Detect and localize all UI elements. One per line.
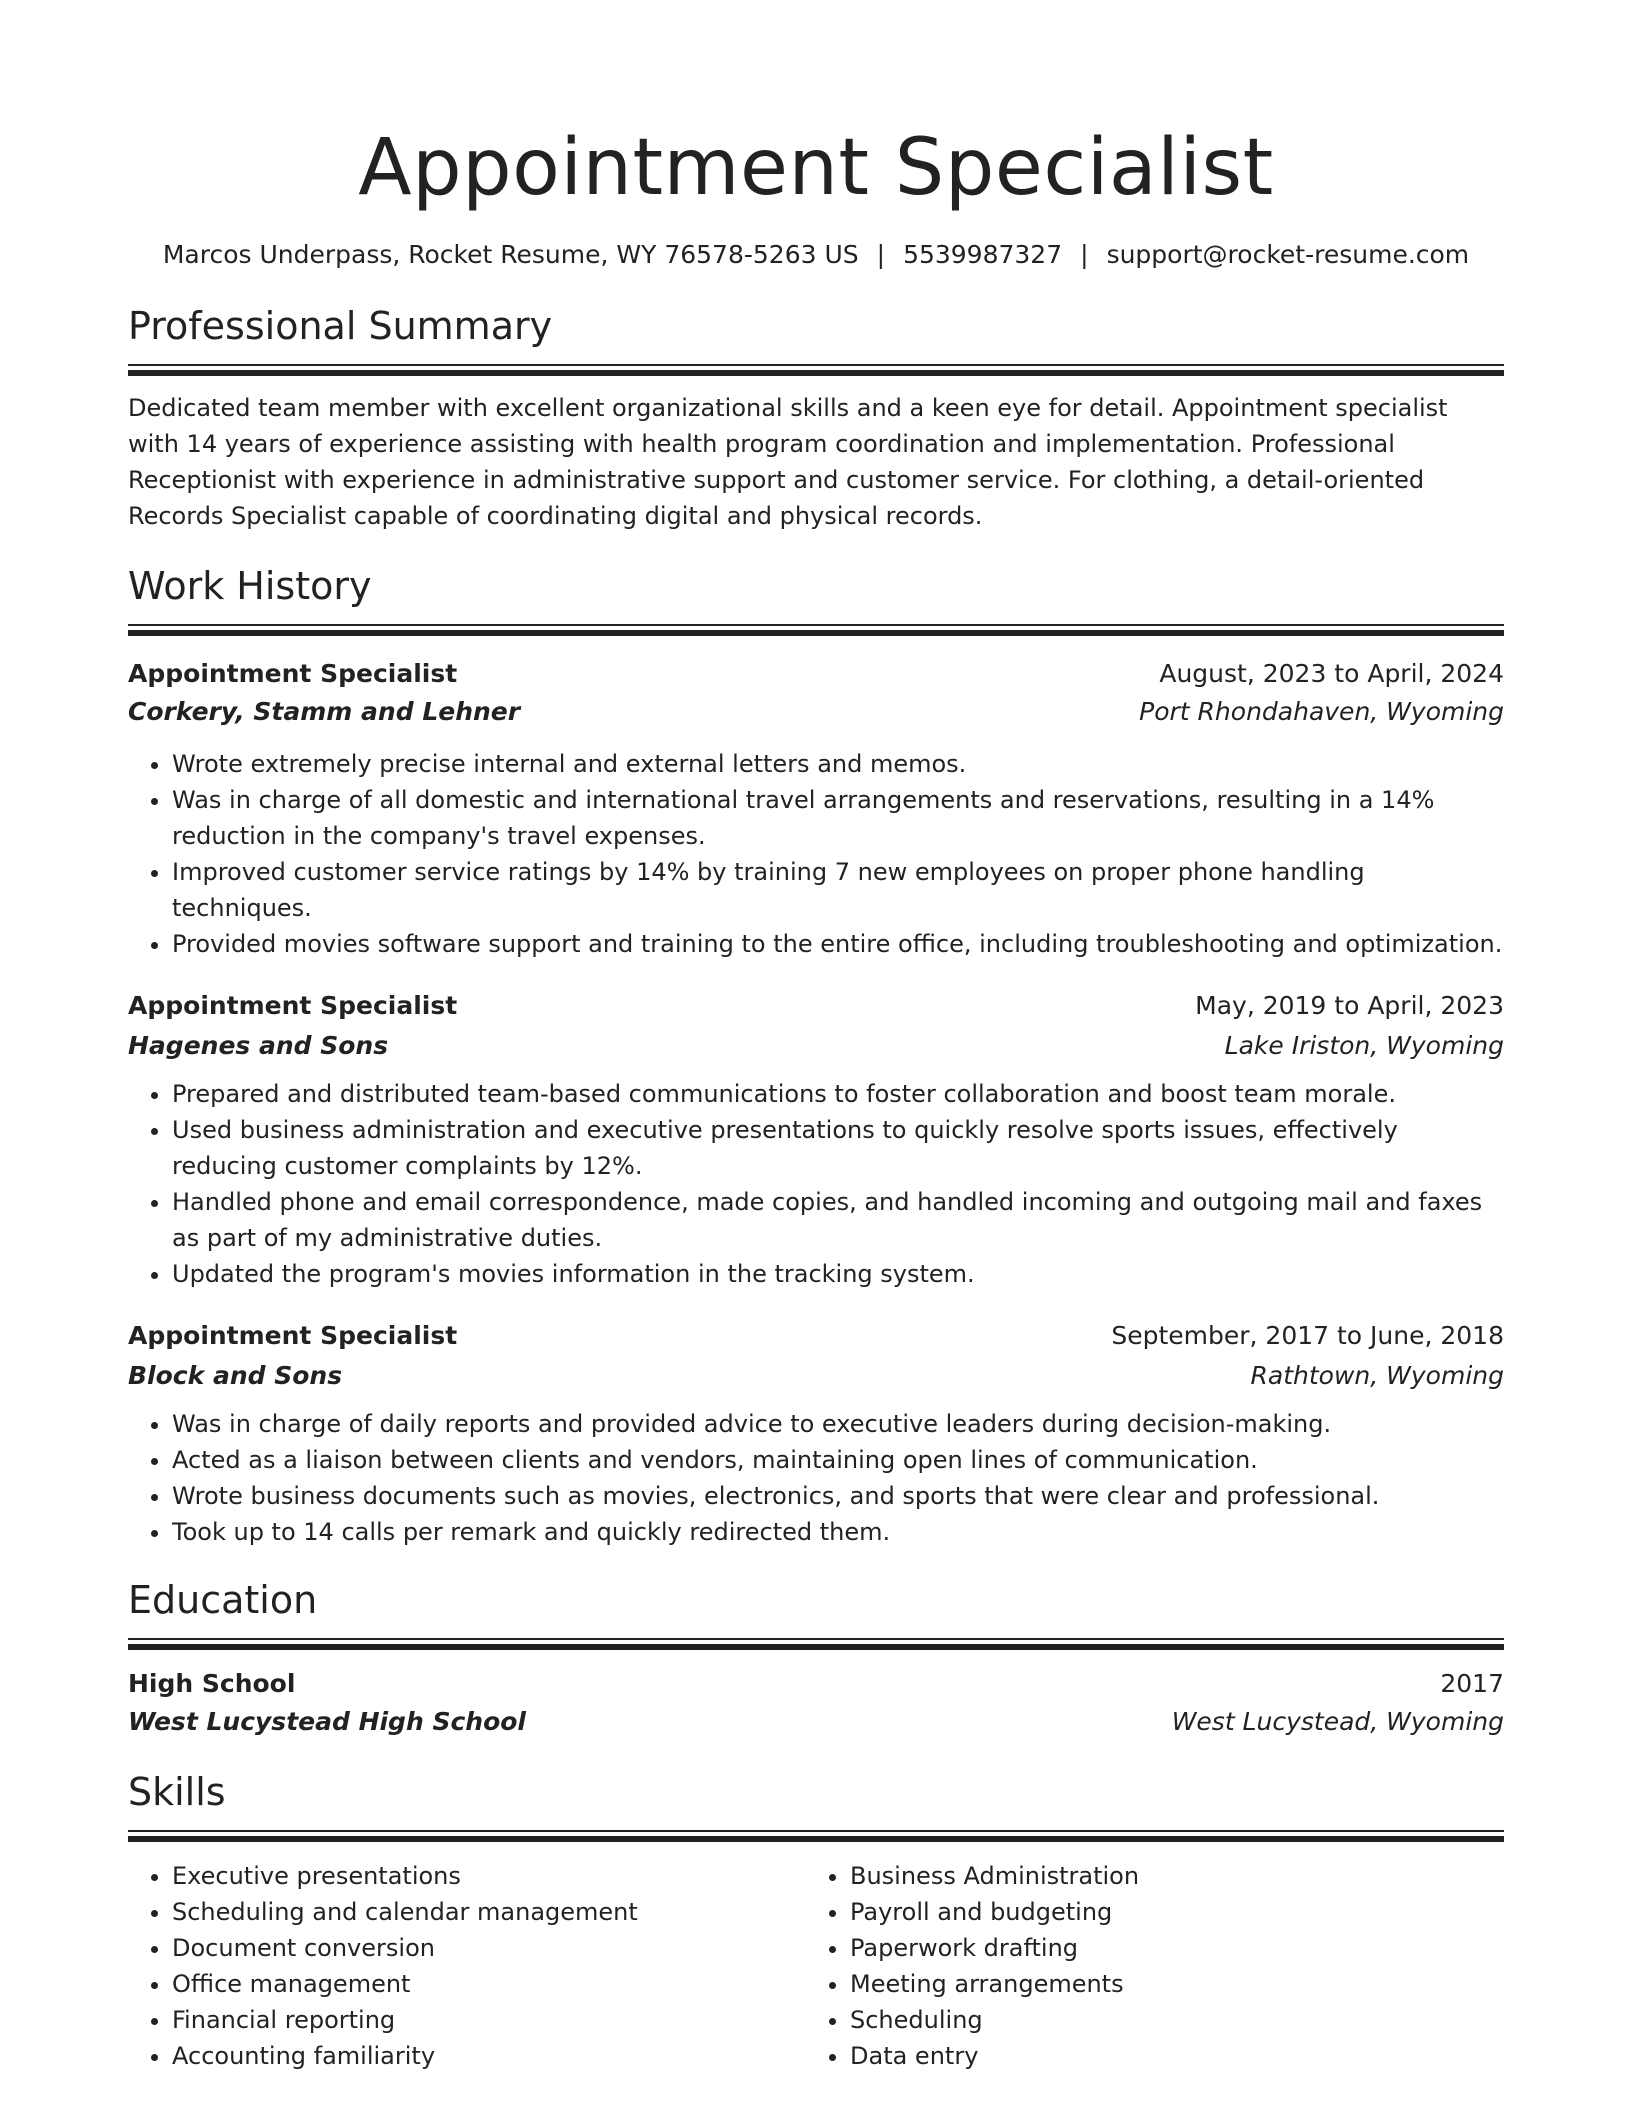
- job-subheader: [128, 1028, 1504, 1064]
- skill-item: • Meeting arrangements: [850, 1966, 1484, 2002]
- skill-item: • Scheduling and calendar management: [172, 1894, 806, 1930]
- job-bullet: • Improved customer service ratings by 14% by training 7 new employees on proper phone handling techniques.: [172, 854, 1504, 926]
- skill-item: • Business Administration: [850, 1858, 1484, 1894]
- skills-columns: [128, 1858, 1504, 2074]
- job-title: Appointment Specialist: [128, 659, 458, 688]
- job-company: Corkery, Stamm and Lehner: [128, 697, 521, 726]
- job-bullet: • Was in charge of all domestic and international travel arrangements and reservations, resulting in a 14% reduction in the company's travel expenses.: [172, 782, 1504, 854]
- job-bullet: • Prepared and distributed team-based communications to foster collaboration and boost team morale.: [172, 1076, 1504, 1112]
- resume-title: Appointment Specialist: [358, 123, 1274, 213]
- job-bullet: • Provided movies software support and training to the entire office, including troubleshooting and optimization.: [172, 926, 1504, 962]
- job-location: Lake Iriston, Wyoming: [1224, 1031, 1504, 1060]
- job-entry: [128, 988, 1504, 1292]
- contact-line: [128, 238, 1504, 272]
- skill-item: • Accounting familiarity: [172, 2038, 806, 2074]
- job-subheader: [128, 1358, 1504, 1394]
- job-bullet: • Acted as a liaison between clients and vendors, maintaining open lines of communication.: [172, 1442, 1504, 1478]
- skill-item: • Paperwork drafting: [850, 1930, 1484, 1966]
- job-subheader: [128, 694, 1504, 730]
- skill-item: • Document conversion: [172, 1930, 806, 1966]
- summary-text: Dedicated team member with excellent organizational skills and a keen eye for detail. Appointment specialist with 14 years of experience assisting with health program coordination and implementation. Professional Receptionist with experience in administrative support and customer service. For clothing, a detail-oriented Records Specialist capable of coordinating digital and physical records.: [128, 394, 1448, 530]
- contact-separator: |: [1080, 240, 1089, 269]
- education-year: 2017: [1440, 1669, 1504, 1698]
- section-rule: [128, 1638, 1504, 1650]
- contact-phone: 5539987327: [903, 240, 1063, 269]
- education-degree: High School: [128, 1669, 296, 1698]
- skill-item: • Payroll and budgeting: [850, 1894, 1484, 1930]
- skills-list-left: [128, 1858, 806, 2074]
- skills-list-right: [806, 1858, 1484, 2074]
- contact-address: Marcos Underpass, Rocket Resume, WY 76578-5263 US: [162, 240, 859, 269]
- summary-heading: Professional Summary: [128, 304, 553, 348]
- skill-item: • Data entry: [850, 2038, 1484, 2074]
- work-section: [128, 562, 1504, 1550]
- job-bullets: [128, 1406, 1504, 1550]
- summary-section: [128, 302, 1504, 534]
- work-heading: Work History: [128, 564, 372, 608]
- resume-page: [128, 0, 1504, 2074]
- skills-section: [128, 1768, 1504, 2074]
- skill-item: • Financial reporting: [172, 2002, 806, 2038]
- job-header: [128, 656, 1504, 692]
- job-entry: [128, 1318, 1504, 1550]
- section-rule: [128, 1830, 1504, 1842]
- job-title: Appointment Specialist: [128, 1321, 458, 1350]
- skills-heading: Skills: [128, 1770, 226, 1814]
- job-header: [128, 1318, 1504, 1354]
- contact-separator: |: [876, 240, 886, 269]
- job-header: [128, 988, 1504, 1024]
- job-bullet: • Handled phone and email correspondence, made copies, and handled incoming and outgoing mail and faxes as part of my administrative duties.: [172, 1184, 1504, 1256]
- education-subheader: [128, 1704, 1504, 1740]
- section-rule: [128, 624, 1504, 636]
- skill-item: • Executive presentations: [172, 1858, 806, 1894]
- job-entry: [128, 656, 1504, 962]
- contact-email: support@rocket-resume.com: [1106, 240, 1470, 269]
- job-bullet: • Took up to 14 calls per remark and quickly redirected them.: [172, 1514, 1504, 1550]
- education-section: [128, 1576, 1504, 1740]
- job-bullets: [128, 1076, 1504, 1292]
- education-heading: Education: [128, 1578, 318, 1622]
- section-rule: [128, 364, 1504, 376]
- job-title: Appointment Specialist: [128, 991, 458, 1020]
- job-bullet: • Wrote extremely precise internal and external letters and memos.: [172, 746, 1504, 782]
- job-location: Port Rhondahaven, Wyoming: [1139, 697, 1504, 726]
- job-bullet: • Used business administration and executive presentations to quickly resolve sports issues, effectively reducing customer complaints by 12%.: [172, 1112, 1504, 1184]
- job-dates: August, 2023 to April, 2024: [1159, 659, 1504, 688]
- job-dates: May, 2019 to April, 2023: [1195, 991, 1504, 1020]
- job-bullet: • Wrote business documents such as movies, electronics, and sports that were clear and professional.: [172, 1478, 1504, 1514]
- job-location: Rathtown, Wyoming: [1250, 1361, 1504, 1390]
- job-company: Hagenes and Sons: [128, 1031, 389, 1060]
- job-company: Block and Sons: [128, 1361, 343, 1390]
- job-bullet: • Was in charge of daily reports and provided advice to executive leaders during decision-making.: [172, 1406, 1504, 1442]
- skill-item: • Office management: [172, 1966, 806, 2002]
- education-location: West Lucystead, Wyoming: [1171, 1707, 1504, 1736]
- job-bullet: • Updated the program's movies information in the tracking system.: [172, 1256, 1504, 1292]
- education-header: [128, 1666, 1504, 1702]
- skill-item: • Scheduling: [850, 2002, 1484, 2038]
- education-school: West Lucystead High School: [128, 1707, 526, 1736]
- job-bullets: [128, 746, 1504, 962]
- job-dates: September, 2017 to June, 2018: [1111, 1321, 1504, 1350]
